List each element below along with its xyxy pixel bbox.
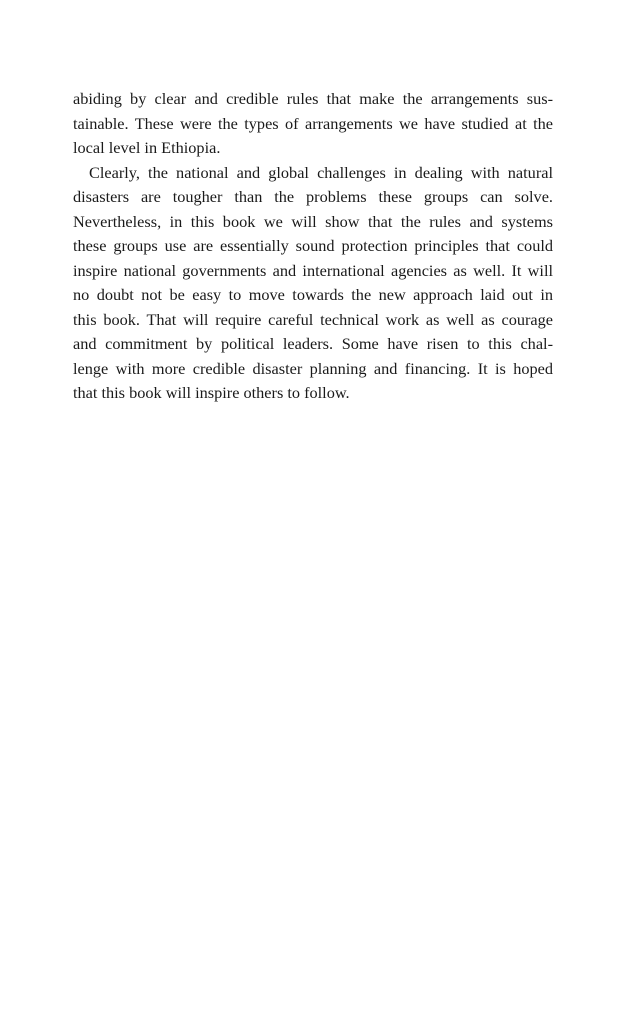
text-line: abiding by clear and credible rules that make the arrangements sus-	[73, 89, 553, 108]
text-line: Nevertheless, in this book we will show that the rules and systems	[73, 211, 553, 231]
text-line: local level in Ethiopia.	[73, 138, 221, 157]
paragraph-2	[73, 161, 553, 406]
text-line: these groups use are essentially sound protection principles that could	[73, 236, 553, 255]
paragraph-1	[73, 87, 553, 161]
page-body-text	[73, 87, 553, 406]
text-line: that this book will inspire others to follow.	[73, 383, 350, 402]
text-line: no doubt not be easy to move towards the new approach laid out in	[73, 285, 553, 304]
text-line: lenge with more credible disaster planning and financing. It is hoped	[73, 358, 553, 378]
text-line: and commitment by political leaders. Some have risen to this chal-	[73, 334, 553, 353]
text-line: disasters are tougher than the problems these groups can solve.	[73, 187, 553, 206]
text-line: this book. That will require careful technical work as well as courage	[73, 309, 553, 329]
text-line: tainable. These were the types of arrangements we have studied at the	[73, 113, 553, 133]
text-line: Clearly, the national and global challenges in dealing with natural	[89, 162, 553, 182]
text-line: inspire national governments and international agencies as well. It will	[73, 260, 553, 280]
